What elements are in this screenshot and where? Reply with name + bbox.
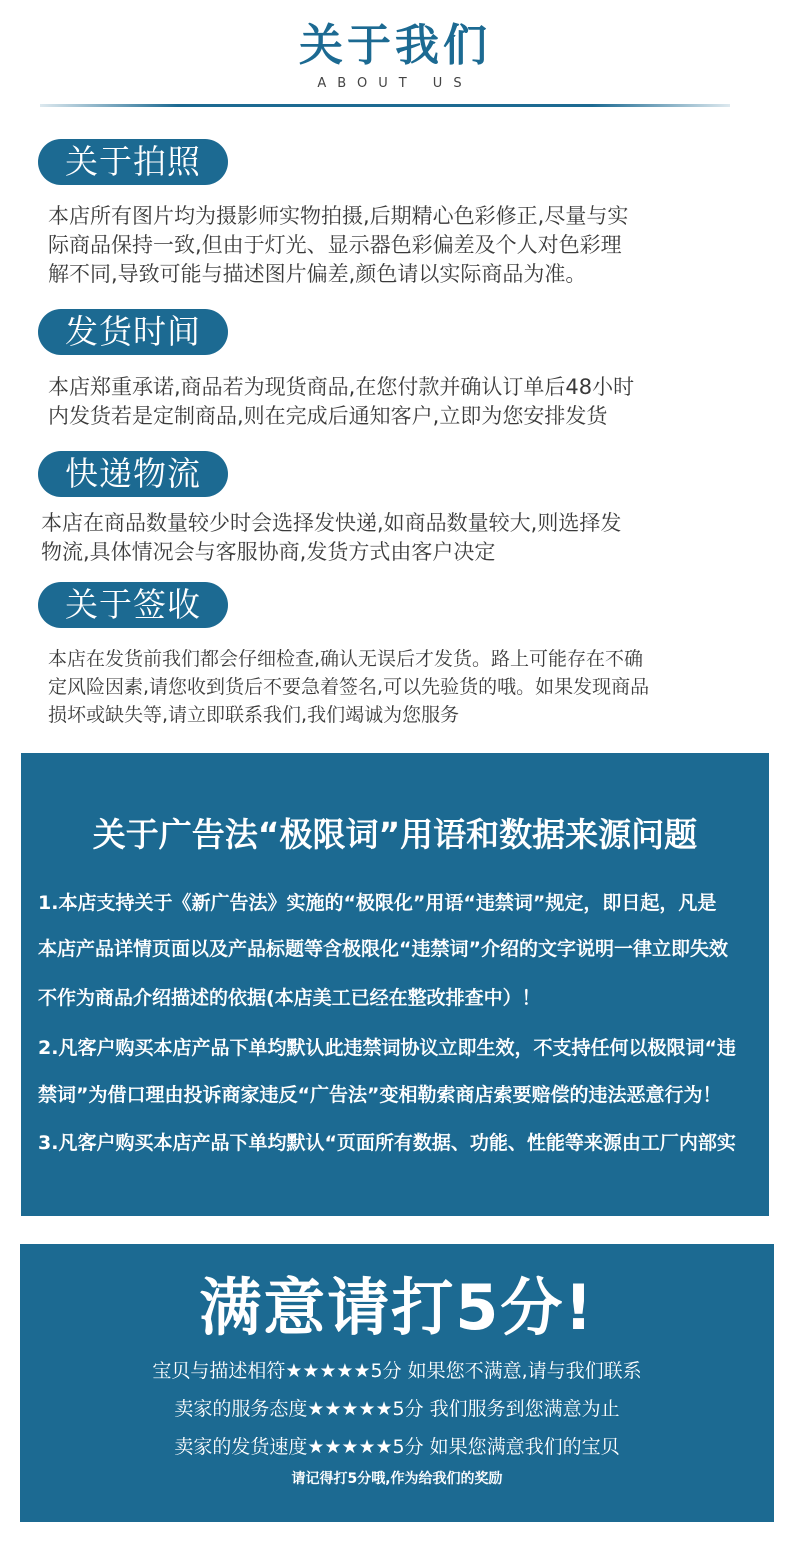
section-heading-logistics: 快递物流 bbox=[38, 451, 228, 497]
text-line: 内发货若是定制商品,则在完成后通知客户,立即为您安排发货 bbox=[48, 404, 608, 428]
header-divider bbox=[40, 104, 730, 107]
section-heading-photo: 关于拍照 bbox=[38, 139, 228, 185]
text-line: 解不同,导致可能与描述图片偏差,颜色请以实际商品为准。 bbox=[48, 262, 587, 286]
rating-banner bbox=[20, 1244, 774, 1522]
text-line: 损坏或缺失等,请立即联系我们,我们竭诚为您服务 bbox=[48, 704, 460, 726]
text-line: 际商品保持一致,但由于灯光、显示器色彩偏差及个人对色彩理 bbox=[48, 233, 622, 257]
rating-line-shipping: 卖家的发货速度★★★★★5分 如果您满意我们的宝贝 bbox=[174, 1436, 620, 1458]
ad-law-line: 不作为商品介绍描述的依据(本店美工已经在整改排查中）！ bbox=[38, 987, 541, 1009]
section-text-delivery bbox=[48, 645, 649, 729]
ad-law-notice bbox=[21, 753, 769, 1216]
rating-line-description: 宝贝与描述相符★★★★★5分 如果您不满意,请与我们联系 bbox=[152, 1360, 642, 1382]
page-title: 关于我们 bbox=[299, 20, 491, 71]
section-text-photo bbox=[48, 202, 628, 289]
section-heading-shipping-time: 发货时间 bbox=[38, 309, 228, 355]
rating-line-service: 卖家的服务态度★★★★★5分 我们服务到您满意为止 bbox=[174, 1398, 620, 1420]
page-subtitle: ABOUT US bbox=[317, 76, 473, 91]
rating-note: 请记得打5分哦,作为给我们的奖励 bbox=[291, 1471, 503, 1487]
section-text-logistics bbox=[41, 509, 621, 567]
section-heading-delivery: 关于签收 bbox=[38, 582, 228, 628]
text-line: 本店在发货前我们都会仔细检查,确认无误后才发货。路上可能存在不确 bbox=[48, 648, 644, 670]
ad-law-line: 3.凡客户购买本店产品下单均默认“页面所有数据、功能、性能等来源由工厂内部实 bbox=[38, 1132, 736, 1154]
text-line: 本店在商品数量较少时会选择发快递,如商品数量较大,则选择发 bbox=[41, 511, 622, 535]
text-line: 本店郑重承诺,商品若为现货商品,在您付款并确认订单后48小时 bbox=[48, 375, 635, 399]
ad-law-title: 关于广告法“极限词”用语和数据来源问题 bbox=[92, 815, 698, 854]
rating-title: 满意请打5分! bbox=[199, 1271, 595, 1344]
text-line: 定风险因素,请您收到货后不要急着签名,可以先验货的哦。如果发现商品 bbox=[48, 676, 650, 698]
ad-law-line: 本店产品详情页面以及产品标题等含极限化“违禁词”介绍的文字说明一律立即失效 bbox=[38, 938, 728, 960]
text-line: 本店所有图片均为摄影师实物拍摄,后期精心色彩修正,尽量与实 bbox=[48, 204, 629, 228]
ad-law-line: 1.本店支持关于《新广告法》实施的“极限化”用语“违禁词”规定，即日起，凡是 bbox=[38, 892, 717, 914]
text-line: 物流,具体情况会与客服协商,发货方式由客户决定 bbox=[41, 540, 496, 564]
section-text-shipping-time bbox=[48, 373, 634, 431]
ad-law-line: 2.凡客户购买本店产品下单均默认此违禁词协议立即生效，不支持任何以极限词“违 bbox=[38, 1037, 736, 1059]
ad-law-line: 禁词”为借口理由投诉商家违反“广告法”变相勒索商店索要赔偿的违法恶意行为！ bbox=[38, 1084, 722, 1106]
page-header bbox=[0, 0, 790, 110]
